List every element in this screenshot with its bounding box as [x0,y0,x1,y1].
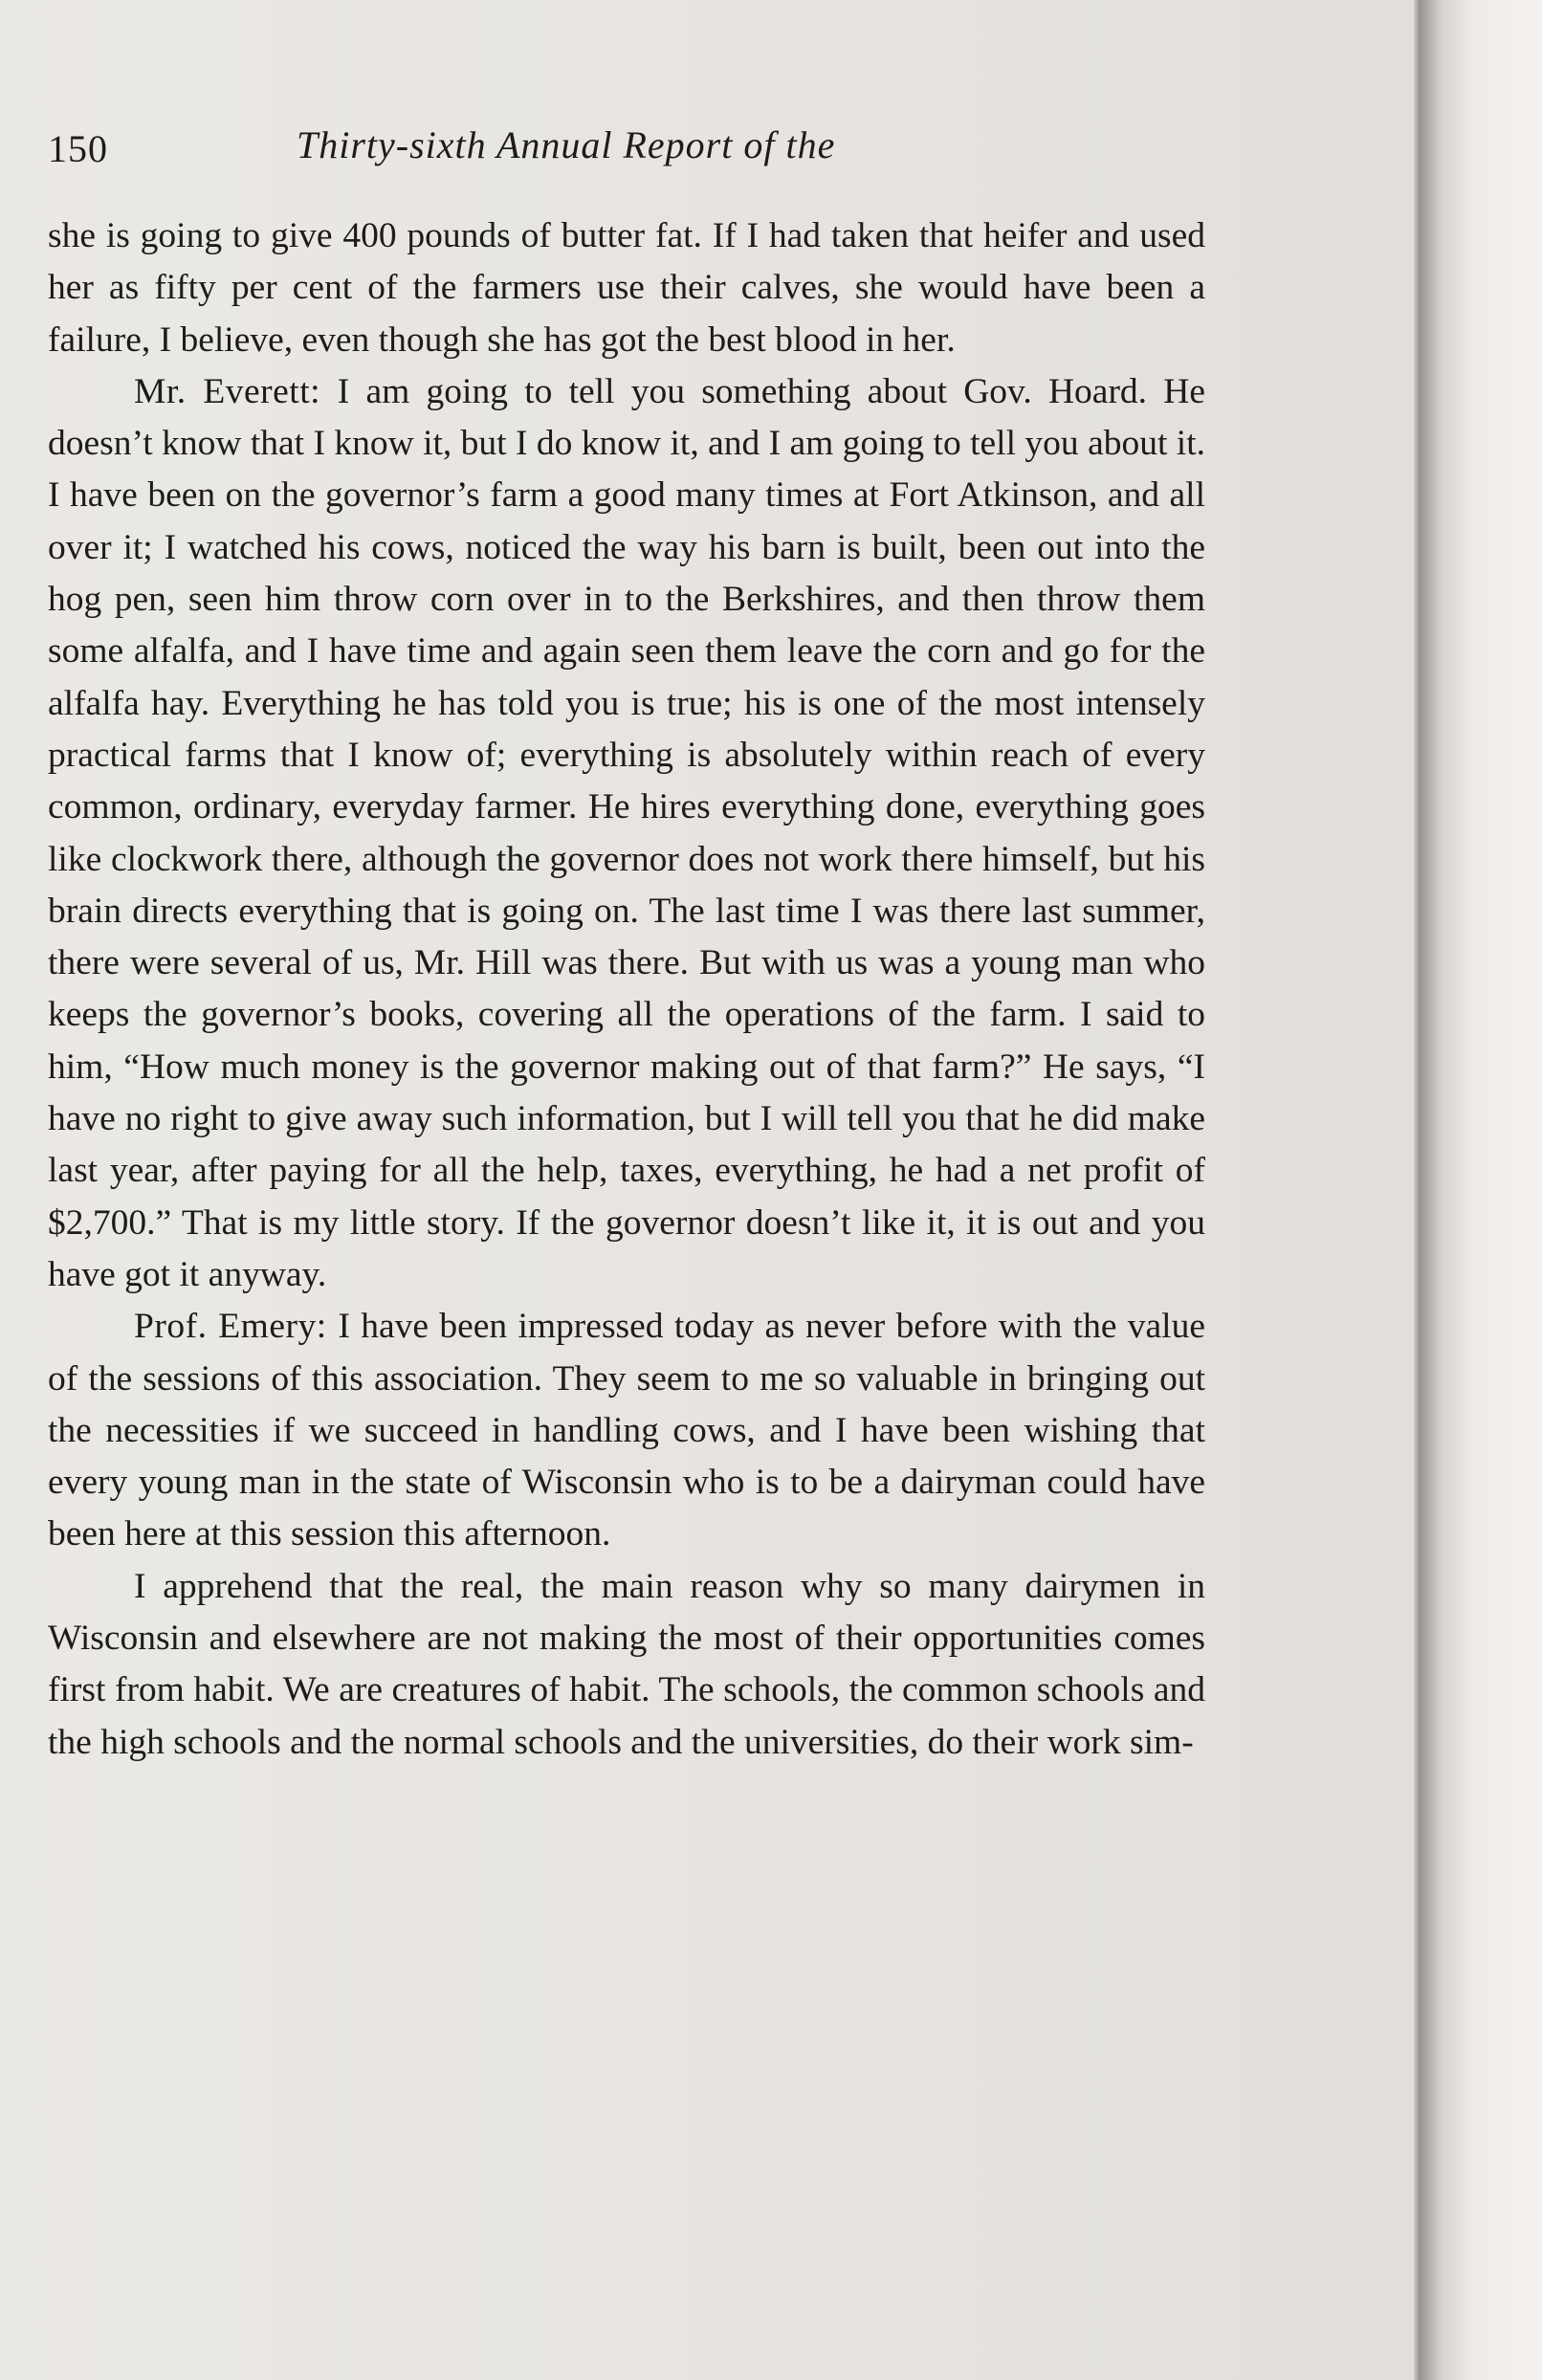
running-title: Thirty-sixth Annual Report of the [297,123,836,166]
facing-page-margin [1421,0,1542,2380]
paragraph-everett [48,366,1205,1301]
paragraph-text: she is going to give 400 pounds of butter fat. If I had taken that heifer and used her as fifty per cent of the farmers use their calves, she would have been a failure, I believe, even though she has got the best blood in her. [48,216,1205,360]
paragraph-continuation [48,210,1205,366]
paragraph-habit [48,1561,1205,1769]
page-number: 150 [48,127,108,170]
speaker-name: Mr. Everett: [134,371,338,411]
paragraph-text: I am going to tell you something about Gov. Hoard. He doesn’t know that I know it, but I do know it, and I am going to tell you about it. I have been on the governor’s farm a good many times at Fort Atkinson, and all over it; I watched his cows, noticed the way his barn is built, been out into the hog pen, seen him throw corn over in to the Berkshires, and then throw them some alfalfa, and I have time and again seen them leave the corn and go for the alfalfa hay. Everything he has told you is true; his is one of the most intensely practical farms that I know of; everything is absolutely within reach of every common, ordinary, everyday farmer. He hires everything done, everything goes like clockwork there, although the governor does not work there himself, but his brain directs everything that is going on. The last time I was there last summer, there were several of us, Mr. Hill was there. But with us was a young man who keeps the governor’s books, covering all the operations of the farm. I said to him, “How much money is the governor making out of that farm?” He says, “I have no right to give away such information, but I will tell you that he did make last year, after paying for all the help, taxes, everything, he had a net profit of $2,700.” That is my little story. If the governor doesn’t like it, it is out and you have got it anyway. [48,371,1206,1294]
page-edge-shadow [1414,0,1421,2380]
paragraph-text: I apprehend that the real, the main reason why so many dairymen in Wisconsin and elsewhere are not making the most of their opportunities comes first from habit. We are creatures of habit. The schools, the common schools and the high schools and the normal schools and the universities, do their work sim- [48,1566,1205,1762]
page-header [48,113,1291,189]
speaker-name: Prof. Emery: [134,1307,339,1347]
paragraph-emery [48,1301,1205,1560]
paragraph-text: I have been impressed today as never before with the value of the sessions of this association. They seem to me so valuable in bringing out the necessities if we succeed in handling cows, and I have been wishing that every young man in the state of Wisconsin who is to be a dairyman could have been here at this session this afternoon. [48,1307,1205,1554]
body-text [48,210,1205,1769]
